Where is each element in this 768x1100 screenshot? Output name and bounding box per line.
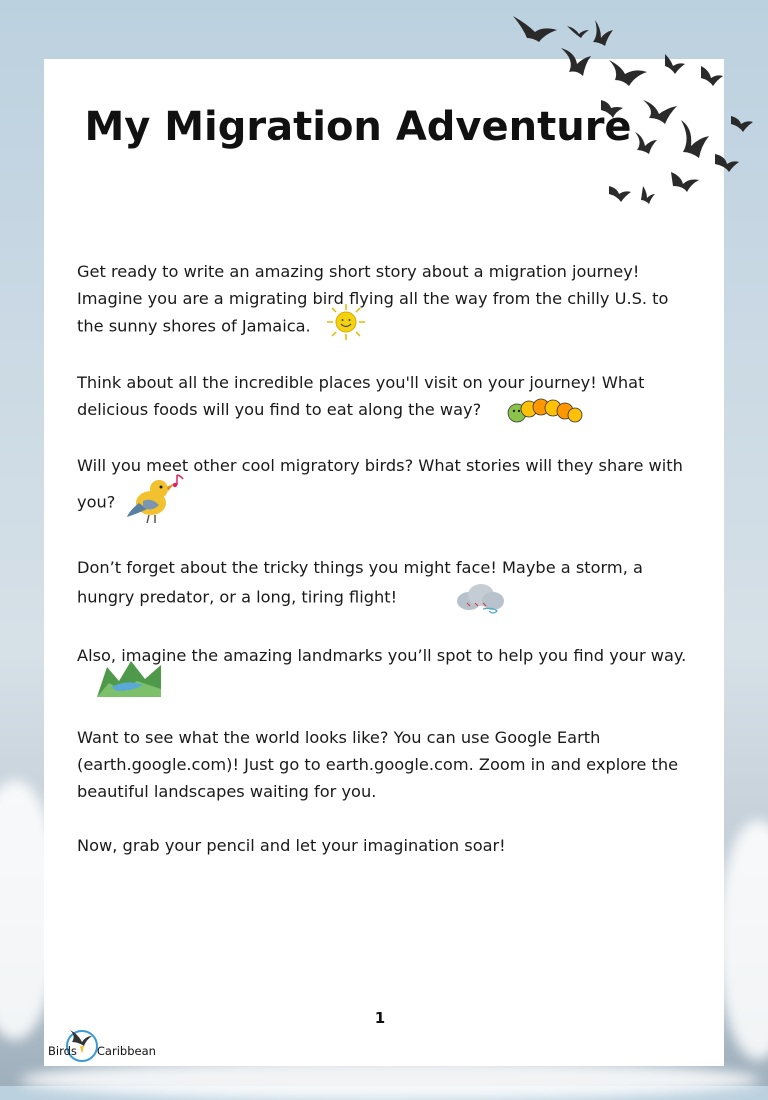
page-number: 1 bbox=[374, 1009, 386, 1027]
page-title: My Migration Adventure bbox=[84, 104, 632, 150]
cloud-bottom bbox=[20, 1060, 760, 1100]
cloud-right bbox=[718, 820, 768, 1060]
story-prompt-text bbox=[77, 258, 697, 886]
singing-bird-icon bbox=[125, 473, 187, 527]
landscape-icon bbox=[97, 657, 161, 697]
paragraph-closing: Now, grab your pencil and let your imagination soar! bbox=[77, 836, 506, 855]
sun-icon bbox=[321, 302, 371, 342]
paragraph-intro: Get ready to write an amazing short story about a migration journey! Imagine you are a migrating bird flying all the way from the chilly U.S. to the sunny shores of Jamaica. bbox=[77, 258, 697, 342]
storm-cloud-icon bbox=[453, 581, 507, 615]
paragraph-challenges: Don’t forget about the tricky things you might face! Maybe a storm, a hungry predator, or a long, tiring flight! bbox=[77, 554, 697, 615]
paragraph-places: Think about all the incredible places you'll visit on your journey! What delicious foods will you find to eat along the way? bbox=[77, 369, 697, 425]
birdscaribbean-logo bbox=[48, 1024, 156, 1064]
caterpillar-icon bbox=[505, 397, 585, 425]
paragraph-birds: Will you meet other cool migratory birds? What stories will they share with you? bbox=[77, 452, 697, 527]
logo-text: Birds Caribbean bbox=[48, 1044, 156, 1058]
paragraph-landmarks: Also, imagine the amazing landmarks you’ll spot to help you find your way. bbox=[77, 642, 697, 698]
paragraph-google-earth: Want to see what the world looks like? You can use Google Earth (earth.google.com)! Just go to earth.google.com. Zoom in and explore the beautiful landscapes waiting for you. bbox=[77, 728, 679, 801]
